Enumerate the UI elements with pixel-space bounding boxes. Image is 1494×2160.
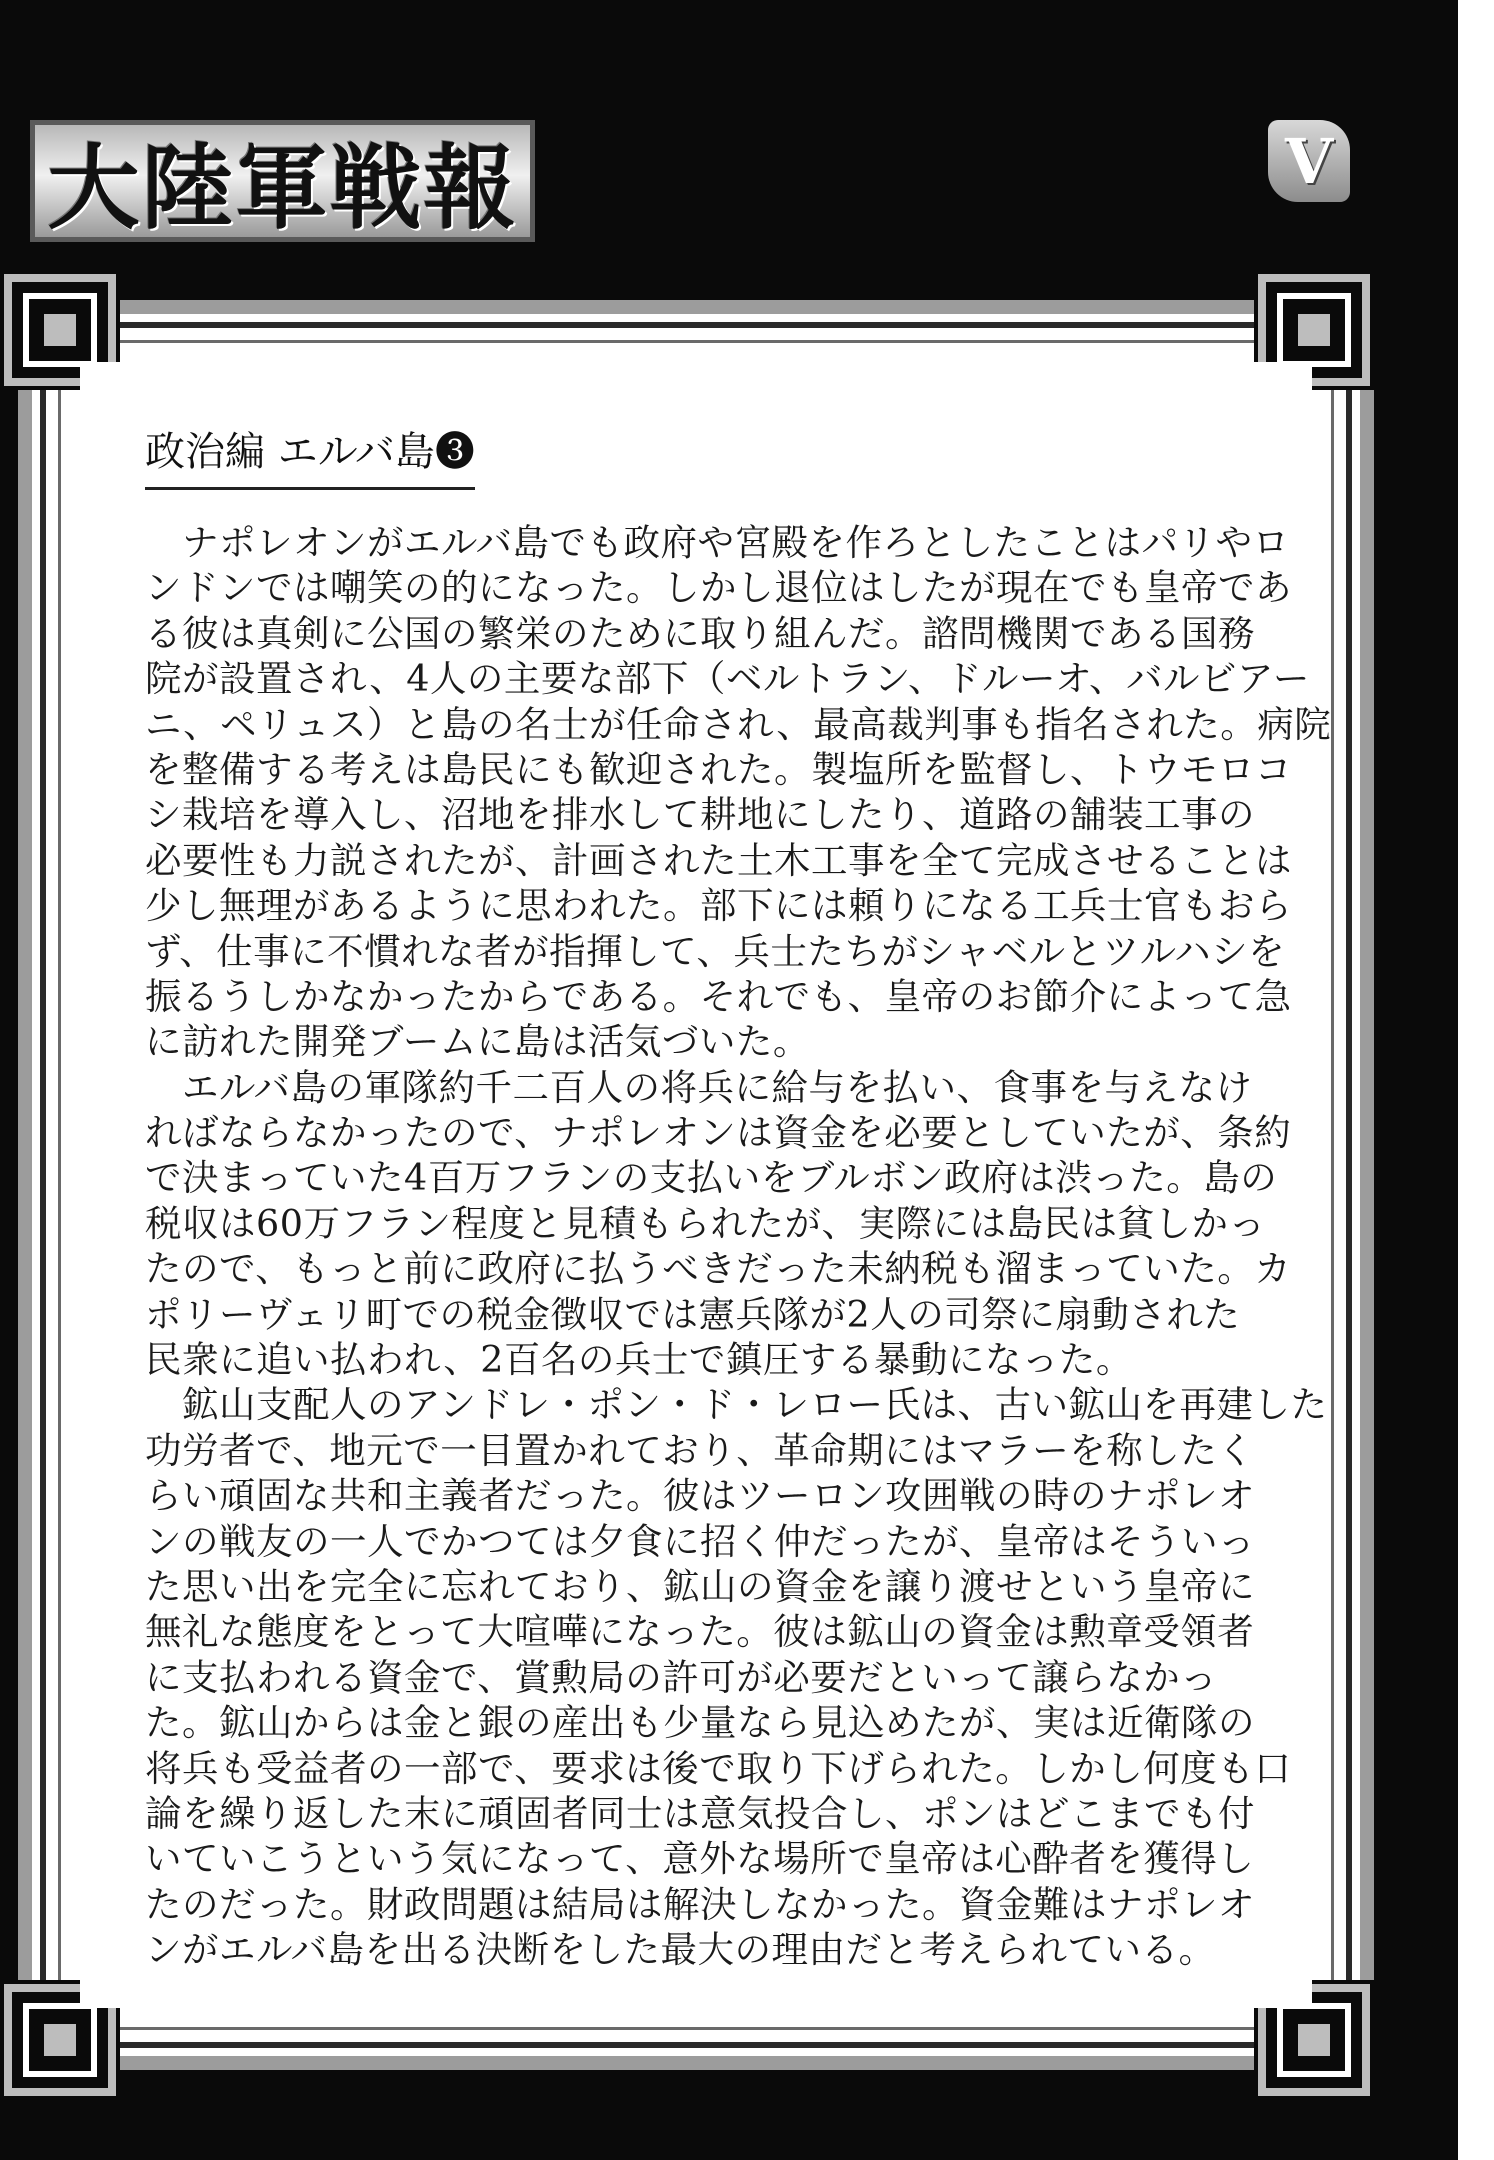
body-line: 無礼な態度をとって大喧嘩になった。彼は鉱山の資金は勲章受領者 — [145, 1610, 1255, 1654]
body-line: 功労者で、地元で一目置かれており、革命期にはマラーを称したく — [145, 1428, 1255, 1472]
body-line: 将兵も受益者の一部で、要求は後で取り下げられた。しかし何度も口 — [145, 1746, 1292, 1790]
body-line: ニ、ペリュス）と島の名士が任命され、最高裁判事も指名された。病院 — [145, 702, 1332, 746]
volume-badge — [1268, 120, 1350, 202]
body-line: 民衆に追い払われ、2百名の兵士で鎮圧する暴動になった。 — [145, 1338, 1133, 1382]
body-line: ンがエルバ島を出る決断をした最大の理由だと考えられている。 — [145, 1928, 1216, 1972]
body-line: たのだった。財政問題は結局は解決しなかった。資金難はナポレオ — [145, 1882, 1255, 1926]
body-line: ンドンでは嘲笑の的になった。しかし退位はしたが現在でも皇帝であ — [145, 566, 1292, 610]
body-line: たので、もっと前に政府に払うべきだった未納税も溜まっていた。カ — [145, 1247, 1292, 1291]
body-line: いていこうという気になって、意外な場所で皇帝は心酔者を獲得し — [145, 1837, 1255, 1881]
header-title-plate — [30, 120, 535, 242]
body-line: に訪れた開発ブームに島は活気づいた。 — [145, 1020, 810, 1064]
body-line: 必要性も力説されたが、計画された土木工事を全て完成させることは — [145, 838, 1292, 882]
body-line: 鉱山支配人のアンドレ・ポン・ド・レロー氏は、古い鉱山を再建した — [145, 1383, 1328, 1427]
body-line: ンの戦友の一人でかつては夕食に招く仲だったが、皇帝はそういっ — [145, 1519, 1255, 1563]
body-line: らい頑固な共和主義者だった。彼はツーロン攻囲戦の時のナポレオ — [145, 1474, 1255, 1518]
body-line: る彼は真剣に公国の繁栄のために取り組んだ。諮問機関である国務 — [145, 611, 1255, 655]
body-line: エルバ島の軍隊約千二百人の将兵に給与を払い、食事を与えなけ — [145, 1065, 1253, 1109]
header-title: 大陸軍戦報 — [47, 135, 518, 242]
body-line: 論を繰り返した末に頑固者同士は意気投合し、ポンはどこまでも付 — [145, 1791, 1255, 1835]
body-line: で決まっていた4百万フランの支払いをブルボン政府は渋った。島の — [145, 1156, 1278, 1200]
volume-number: V — [1284, 124, 1334, 198]
body-line: 少し無理があるように思われた。部下には頼りになる工兵士官もおら — [145, 884, 1292, 928]
body-line: ナポレオンがエルバ島でも政府や宮殿を作ろとしたことはパリやロ — [145, 521, 1290, 564]
body-line: を整備する考えは島民にも歓迎された。製塩所を監督し、トウモロコ — [145, 747, 1292, 791]
body-line: シ栽培を導入し、沼地を排水して耕地にしたり、道路の舗装工事の — [145, 793, 1255, 837]
body-line: ず、仕事に不慣れな者が指揮して、兵士たちがシャベルとツルハシを — [145, 929, 1286, 973]
body-line: に支払われる資金で、賞勲局の許可が必要だといって譲らなかっ — [145, 1655, 1218, 1699]
article-body — [145, 520, 1332, 1973]
body-line: ればならなかったので、ナポレオンは資金を必要としていたが、条約 — [145, 1111, 1292, 1155]
body-line: 振るうしかなかったからである。それでも、皇帝のお節介によって急 — [145, 974, 1292, 1018]
body-line: た思い出を完全に忘れており、鉱山の資金を譲り渡せという皇帝に — [145, 1564, 1255, 1608]
body-line: 税収は60万フラン程度と見積もられたが、実際には島民は貧しかっ — [145, 1201, 1266, 1245]
page-margin — [1458, 0, 1494, 2160]
body-line: ポリーヴェリ町での税金徴収では憲兵隊が2人の司祭に扇動された — [145, 1292, 1241, 1336]
body-line: た。鉱山からは金と銀の産出も少量なら見込めたが、実は近衛隊の — [145, 1701, 1255, 1745]
section-title: 政治編 エルバ島❸ — [145, 420, 475, 490]
body-line: 院が設置され、4人の主要な部下（ベルトラン、ドルーオ、バルビアー — [145, 657, 1310, 701]
